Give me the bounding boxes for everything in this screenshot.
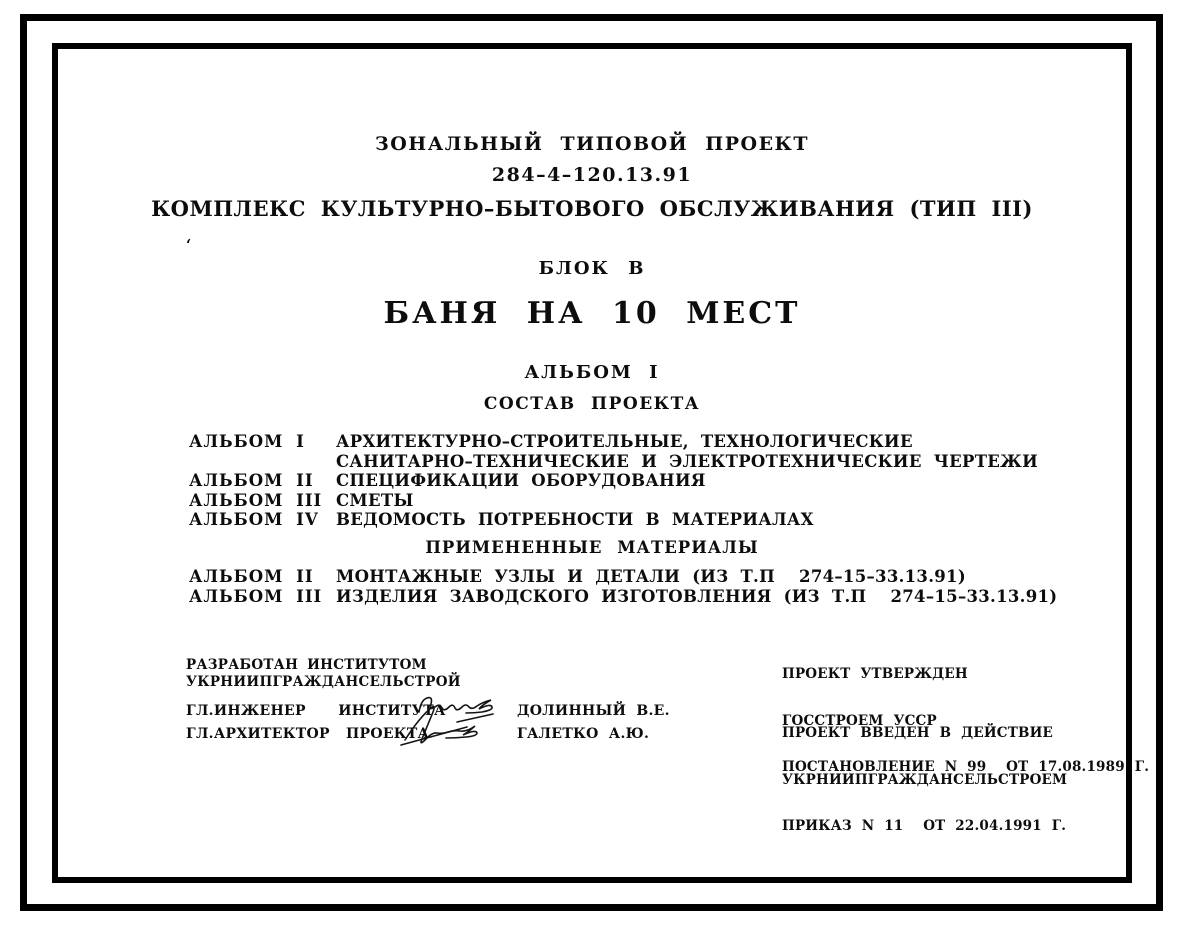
album-row — [189, 452, 1038, 472]
approval-line: ПРОЕКТ ВВЕДЕН В ДЕЙСТВИЕ — [782, 725, 1054, 741]
album-label: АЛЬБОМ I — [189, 432, 305, 451]
album-description: САНИТАРНО–ТЕХНИЧЕСКИЕ И ЭЛЕКТРОТЕХНИЧЕСКИЕ ЧЕРТЕЖИ — [336, 451, 1038, 471]
approval-line: УКРНИИПГРАЖДАНСЕЛЬСТРОЕМ — [782, 771, 1068, 788]
album-row — [189, 491, 1038, 511]
album-label: АЛЬБОМ III — [189, 490, 323, 510]
signatory-role: ГЛ.ИНЖЕНЕР ИНСТИТУТА — [186, 703, 446, 719]
project-type-line: ЗОНАЛЬНЫЙ ТИПОВОЙ ПРОЕКТ — [375, 133, 809, 155]
album-description: АРХИТЕКТУРНО–СТРОИТЕЛЬНЫЕ, ТЕХНОЛОГИЧЕСКИЕ — [336, 432, 913, 451]
approval-line: ПРОЕКТ УТВЕРЖДЕН — [782, 666, 968, 682]
album-label: АЛЬБОМ III — [189, 586, 323, 606]
album-row — [189, 432, 1038, 452]
signatory-name: ГАЛЕТКО А.Ю. — [517, 726, 650, 742]
developer-line-2: УКРНИИПГРАЖДАНСЕЛЬСТРОЙ — [186, 673, 461, 690]
album-row — [189, 471, 1038, 491]
approval-line: ГОССТРОЕМ УССР — [782, 712, 937, 729]
album-description: СПЕЦИФИКАЦИИ ОБОРУДОВАНИЯ — [336, 471, 706, 490]
complex-title: КОМПЛЕКС КУЛЬТУРНО–БЫТОВОГО ОБСЛУЖИВАНИЯ (ТИП III) — [151, 196, 1033, 221]
enactment-block — [782, 695, 1150, 866]
signatory-name: ДОЛИННЫЙ В.Е. — [517, 703, 670, 719]
album-heading: АЛЬБОМ I — [524, 362, 660, 383]
album-label: АЛЬБОМ II — [189, 471, 314, 490]
project-number: 284–4–120.13.91 — [491, 164, 693, 186]
album-row — [189, 587, 1057, 607]
album-description: МОНТАЖНЫЕ УЗЛЫ И ДЕТАЛИ (ИЗ Т.П 274–15–33.13.91) — [336, 567, 966, 586]
album-row — [189, 567, 1057, 587]
project-albums-list — [189, 432, 1038, 530]
signatory-role: ГЛ.АРХИТЕКТОР ПРОЕКТА — [186, 726, 430, 742]
block-label: БЛОК В — [538, 258, 646, 279]
album-description: СМЕТЫ — [336, 490, 414, 510]
album-label — [189, 452, 336, 472]
developer-line-1: РАЗРАБОТАН ИНСТИТУТОМ — [186, 657, 427, 673]
page-title: БАНЯ НА 10 МЕСТ — [383, 296, 801, 331]
approval-line: ПРИКАЗ N 11 ОТ 22.04.1991 Г. — [782, 818, 1067, 834]
album-description: ИЗДЕЛИЯ ЗАВОДСКОГО ИЗГОТОВЛЕНИЯ (ИЗ Т.П 274–15–33.13.91) — [336, 586, 1058, 606]
materials-heading: ПРИМЕНЕННЫЕ МАТЕРИАЛЫ — [425, 538, 759, 557]
material-albums-list — [189, 567, 1057, 606]
composition-heading: СОСТАВ ПРОЕКТА — [483, 394, 701, 414]
album-label: АЛЬБОМ II — [189, 567, 314, 586]
album-description: ВЕДОМОСТЬ ПОТРЕБНОСТИ В МАТЕРИАЛАХ — [336, 510, 814, 529]
album-label: АЛЬБОМ IV — [189, 510, 319, 529]
album-row — [189, 510, 1038, 530]
handwritten-signatures-icon — [397, 682, 512, 750]
approval-line: ПОСТАНОВЛЕНИЕ N 99 ОТ 17.08.1989 Г. — [782, 759, 1150, 775]
scan-stray-mark: ‘ — [186, 236, 192, 254]
